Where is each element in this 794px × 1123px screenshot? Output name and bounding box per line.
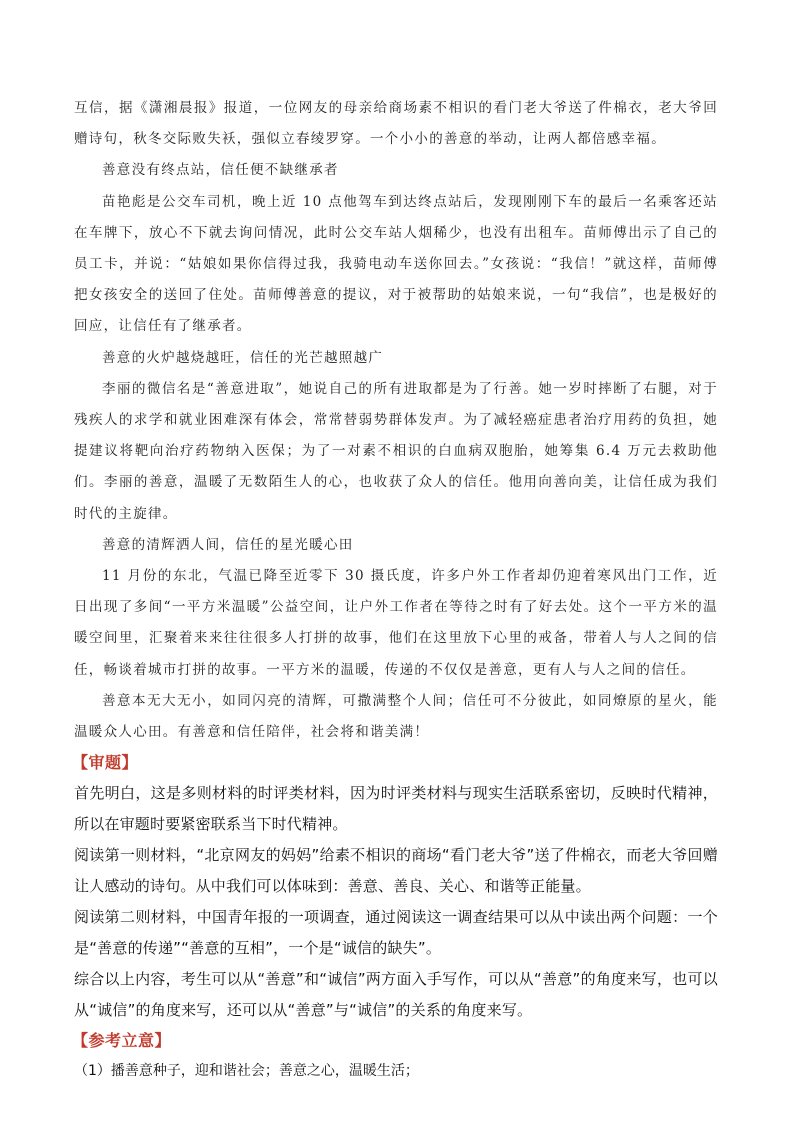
essay-subheading: 善意的火炉越烧越旺，信任的光芒越照越广 [102,349,384,366]
essay-subheading: 善意的清辉洒人间，信任的星光暖心田 [102,536,354,553]
reference-item: （1）播善意种子，迎和谐社会；善意之心，温暖生活； [74,1063,419,1080]
analysis-paragraph: 综合以上内容，考生可以从“善意”和“诚信”两方面入手写作，可以从“善意”的角度来写，也可以从“诚信”的角度来写，还可以从“善意”与“诚信”的关系的角度来写。 [74,970,718,1020]
analysis-paragraph: 阅读第二则材料，中国青年报的一项调查，通过阅读这一调查结果可以从中读出两个问题：一个是“善意的传递”“善意的互相”，一个是“诚信的缺失”。 [74,908,718,958]
essay-paragraph: 互信，据《潇湘晨报》报道，一位网友的母亲给商场素不相识的看门老大爷送了件棉衣，老大爷回赠诗句，秋冬交际败失袄，强似立春绫罗穿。一个小小的善意的举动，让两人都倍感幸福。 [74,100,718,148]
essay-paragraph: 苗艳彪是公交车司机，晚上近 10 点他驾车到达终点站后，发现刚刚下车的最后一名乘客还站在车牌下，放心不下就去询问情况，此时公交车站人烟稀少，也没有出租车。苗师傅出示了自己的员工卡，并说：“姑娘如果你信得过我，我骑电动车送你回去。”女孩说：“我信！”就这样，苗师傅把女孩安全的送回了住处。苗师傅善意的提议，对于被帮助的姑娘来说，一句“我信”，也是极好的回应，让信任有了继承者。 [74,193,718,335]
analysis-paragraph: 阅读第一则材料，“北京网友的妈妈”给素不相识的商场“看门老大爷”送了件棉衣，而老大爷回赠让人感动的诗句。从中我们可以体味到：善意、善良、关心、和谐等正能量。 [74,846,718,896]
essay-conclusion: 善意本无大无小，如同闪亮的清辉，可撒满整个人间；信任可不分彼此，如同燎原的星火，能温暖众人心田。有善意和信任陪伴，社会将和谐美满！ [74,692,718,741]
analysis-paragraph: 首先明白，这是多则材料的时评类材料，因为时评类材料与现实生活联系密切，反映时代精神，所以在审题时要紧密联系当下时代精神。 [74,784,718,834]
essay-paragraph: 11 月份的东北，气温已降至近零下 30 摄氏度，许多户外工作者却仍迎着寒风出门工作，近日出现了多间“一平方米温暖”公益空间，让户外工作者在等待之时有了好去处。这个一平方米的温暖空间里，汇聚着来来往往很多人打拼的故事，他们在这里放下心里的戒备，带着人与人之间的信任，畅谈着城市打拼的故事。一平方米的温暖，传递的不仅仅是善意，更有人与人之间的信任。 [74,568,718,678]
reference-theme-section [74,1026,718,1086]
essay-paragraph: 李丽的微信名是“善意进取”，她说自己的所有进取都是为了行善。她一岁时摔断了右腿，对于残疾人的求学和就业困难深有体会，常常替弱势群体发声。为了减轻癌症患者治疗用药的负担，她提建议将靶向治疗药物纳入医保；为了一对素不相识的白血病双胞胎，她筹集 6.4 万元去救助他们。李丽的善意，温暖了无数陌生人的心，也收获了众人的信任。他用向善向美，让信任成为我们时代的主旋律。 [74,380,718,522]
section-heading-cankao: 【参考立意】 [72,1031,172,1051]
section-heading-shenti: 【审题】 [72,753,139,773]
essay-subheading: 善意没有终点站，信任便不缺继承者 [102,162,339,179]
question-analysis-section [74,748,718,1026]
sample-essay [74,93,718,748]
